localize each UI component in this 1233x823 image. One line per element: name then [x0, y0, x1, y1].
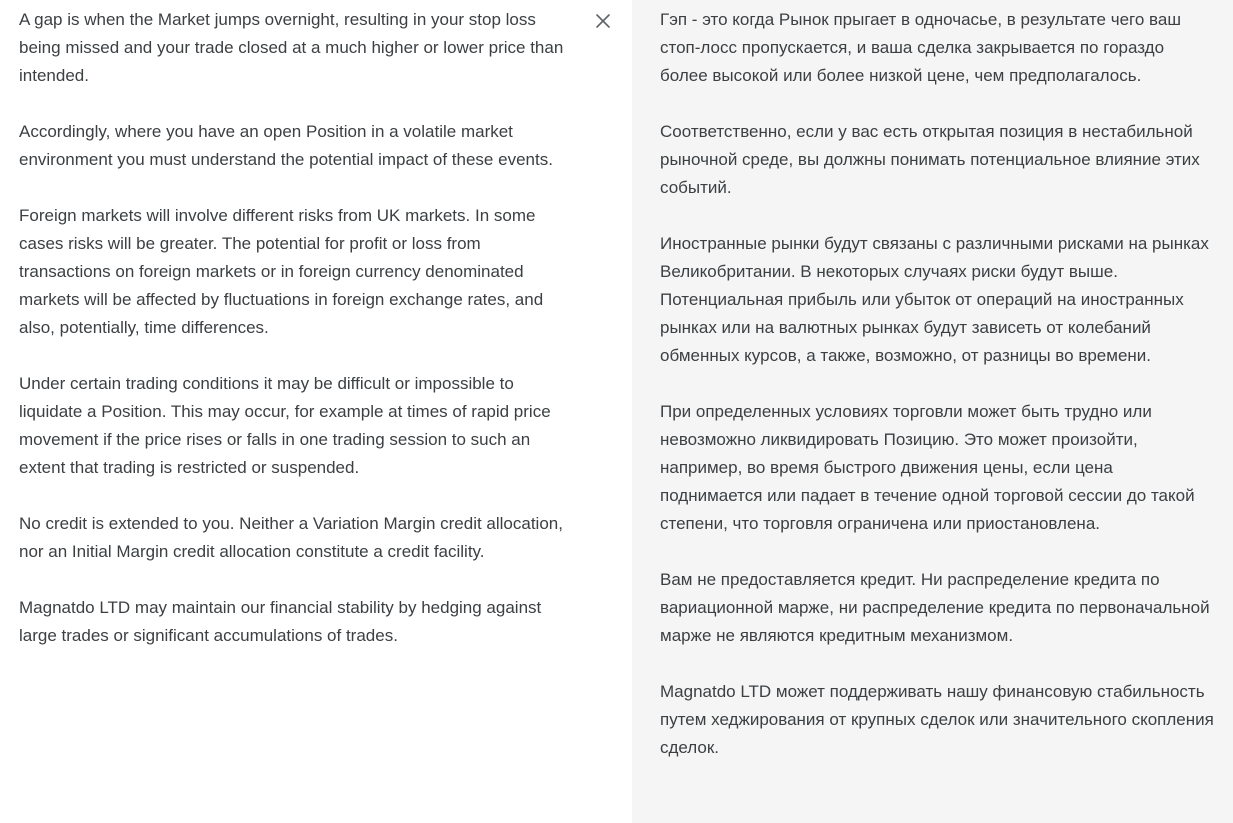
- translation-paragraph: Вам не предоставляется кредит. Ни распределение кредита по вариационной марже, ни распределение кредита по первоначальной марже не являются кредитным механизмом.: [660, 570, 1210, 645]
- translation-paragraph: Magnatdo LTD может поддерживать нашу финансовую стабильность путем хеджирования от крупных сделок или значительного скопления сделок.: [660, 682, 1214, 757]
- close-icon: [595, 13, 611, 29]
- source-paragraph: Foreign markets will involve different risks from UK markets. In some cases risks will be greater. The potential for profit or loss from transactions on foreign markets or in foreign currency denominated markets will be affected by fluctuations in foreign exchange rates, and also, potentially, time differences.: [19, 206, 544, 337]
- translation-paragraph: Гэп - это когда Рынок прыгает в одночасье, в результате чего ваш стоп-лосс пропускается, и ваша сделка закрывается по гораздо более высокой или более низкой цене, чем предполагалось.: [660, 10, 1181, 85]
- translation-output-area: [632, 0, 1233, 823]
- clear-source-button[interactable]: [592, 10, 614, 32]
- translation-paragraph: При определенных условиях торговли может быть трудно или невозможно ликвидировать Позицию. Это может произойти, например, во время быстрого движения цены, если цена поднимается или падает в течение одной торговой сессии до такой степени, что торговля ограничена или приостановлена.: [660, 402, 1195, 533]
- translation-paragraph: Иностранные рынки будут связаны с различными рисками на рынках Великобритании. В некоторых случаях риски будут выше. Потенциальная прибыль или убыток от операций на иностранных рынках или на валютных рынках будут зависеть от колебаний обменных курсов, а также, возможно, от разницы во времени.: [660, 234, 1209, 365]
- source-paragraph: Under certain trading conditions it may be difficult or impossible to liquidate a Position. This may occur, for example at times of rapid price movement if the price rises or falls in one trading session to such an extent that trading is restricted or suspended.: [19, 374, 551, 477]
- source-paragraph: A gap is when the Market jumps overnight, resulting in your stop loss being missed and your trade closed at a much higher or lower price than intended.: [19, 10, 564, 85]
- translation-paragraph: Соответственно, если у вас есть открытая позиция в нестабильной рыночной среде, вы должны понимать потенциальное влияние этих событий.: [660, 122, 1200, 197]
- source-paragraph: No credit is extended to you. Neither a Variation Margin credit allocation, nor an Initial Margin credit allocation constitute a credit facility.: [19, 514, 563, 561]
- source-paragraph: Accordingly, where you have an open Position in a volatile market environment you must understand the potential impact of these events.: [19, 122, 553, 169]
- source-paragraph: Magnatdo LTD may maintain our financial stability by hedging against large trades or significant accumulations of trades.: [19, 598, 542, 645]
